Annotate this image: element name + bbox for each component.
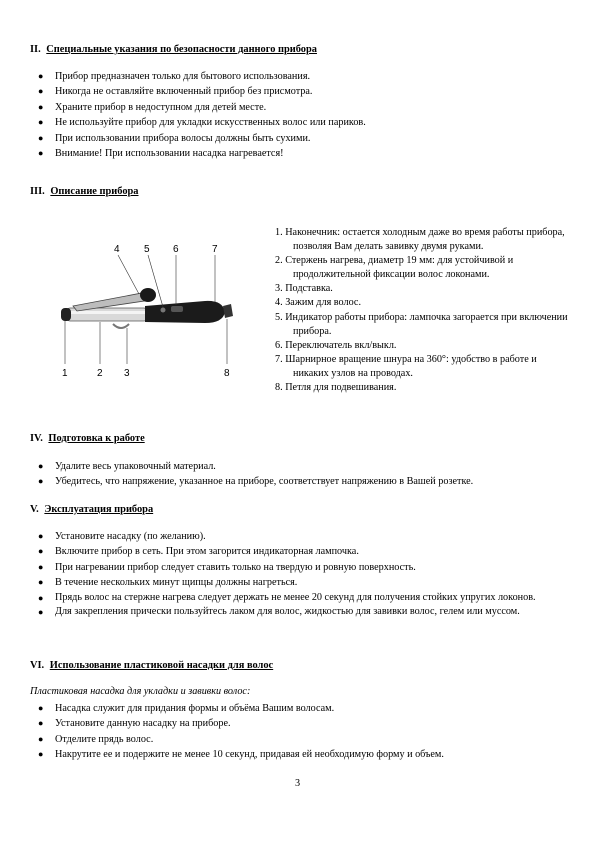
power-switch bbox=[171, 306, 183, 312]
callout-8: 8 bbox=[224, 368, 230, 379]
callout-1: 1 bbox=[62, 368, 68, 379]
operation-list bbox=[38, 529, 568, 619]
list-item: ● Убедитесь, что напряжение, указанное на приборе, соответствует напряжению в Вашей розетке. bbox=[38, 474, 568, 489]
bullet-icon: ● bbox=[38, 606, 44, 617]
callout-6: 6 bbox=[173, 244, 179, 255]
indicator-lamp bbox=[161, 308, 166, 313]
stand bbox=[113, 324, 129, 328]
list-item: 3. Подставка. bbox=[275, 283, 333, 295]
callout-4: 4 bbox=[114, 244, 120, 255]
list-item: 5. Индикатор работы прибора: лампочка загорается при включении прибора. bbox=[275, 311, 568, 337]
callout-7: 7 bbox=[212, 244, 218, 255]
list-item: ● Для закрепления прически пользуйтесь лаком для волос, жидкостью для завивки волос, гелем или муссом. bbox=[38, 605, 568, 619]
attachment-note: Пластиковая насадка для укладки и завивки волос: bbox=[30, 686, 251, 697]
list-item: 6. Переключатель вкл/выкл. bbox=[275, 339, 397, 351]
bullet-icon: ● bbox=[38, 86, 44, 97]
section-heading-safety: II. Специальные указания по безопасности данного прибора bbox=[30, 44, 317, 55]
list-item: 2. Стержень нагрева, диаметр 19 мм: для устойчивой и продолжительной фиксации волос локонами. bbox=[275, 255, 514, 281]
handle bbox=[145, 301, 225, 323]
page-number: 3 bbox=[294, 778, 301, 789]
bullet-icon: ● bbox=[38, 592, 44, 603]
list-item: ● Прибор предназначен только для бытового использования. bbox=[38, 69, 568, 84]
section-heading-operation: V. Эксплуатация прибора bbox=[30, 504, 154, 515]
list-item: ● Удалите весь упаковочный материал. bbox=[38, 459, 568, 474]
heating-rod-highlight bbox=[69, 311, 145, 314]
section-heading-plastic-attachment: VI. Использование пластиковой насадки для волос bbox=[30, 660, 274, 671]
list-item: 1. Наконечник: остается холодным даже во время работы прибора, позволяя Вам делать завивку двумя руками. bbox=[275, 227, 565, 253]
bullet-icon: ● bbox=[38, 718, 44, 729]
swivel-cord bbox=[223, 304, 233, 318]
list-item: ● При нагревании прибор следует ставить только на твердую и ровную поверхность. bbox=[38, 560, 568, 575]
list-item: ● При использовании прибора волосы должны быть сухими. bbox=[38, 131, 568, 146]
list-item: ● Храните прибор в недоступном для детей месте. bbox=[38, 100, 568, 115]
bullet-icon: ● bbox=[38, 531, 44, 541]
bullet-icon: ● bbox=[38, 132, 44, 143]
bullet-icon: ● bbox=[38, 71, 44, 81]
bullet-icon: ● bbox=[38, 733, 44, 744]
list-item: ● Никогда не оставляйте включенный прибор без присмотра. bbox=[38, 84, 568, 99]
bullet-icon: ● bbox=[38, 101, 44, 112]
bullet-icon: ● bbox=[38, 577, 44, 588]
bullet-icon: ● bbox=[38, 546, 44, 557]
preparation-list bbox=[38, 459, 568, 490]
bullet-icon: ● bbox=[38, 117, 44, 128]
bullet-icon: ● bbox=[38, 476, 44, 487]
list-item: ● Включите прибор в сеть. При этом загорится индикаторная лампочка. bbox=[38, 544, 568, 559]
list-item: 8. Петля для подвешивания. bbox=[275, 382, 397, 394]
list-item: ● В течение нескольких минут щипцы должны нагреться. bbox=[38, 575, 568, 590]
clamp-lever bbox=[140, 288, 156, 302]
curling-iron-figure bbox=[55, 240, 250, 380]
section-heading-preparation: IV. Подготовка к работе bbox=[30, 433, 145, 444]
section-heading-description: III. Описание прибора bbox=[30, 186, 139, 197]
parts-list bbox=[275, 226, 570, 395]
bullet-icon: ● bbox=[38, 461, 44, 471]
callout-5: 5 bbox=[144, 244, 150, 255]
bullet-icon: ● bbox=[38, 749, 44, 760]
list-item: ● Прядь волос на стержне нагрева следует держать не менее 20 секунд для получения стойких упругих локонов. bbox=[38, 591, 568, 605]
list-item: 7. Шарнирное вращение шнура на 360°: удобство в работе и никаких узлов на проводах. bbox=[275, 353, 537, 379]
attachment-list bbox=[38, 701, 568, 763]
list-item: ● Накрутите ее и подержите не менее 10 секунд, придавая ей необходимую форму и объем. bbox=[38, 747, 568, 762]
list-item: ● Не используйте прибор для укладки искусственных волос или париков. bbox=[38, 115, 568, 130]
cool-tip bbox=[61, 308, 71, 321]
curling-iron-illustration bbox=[55, 240, 250, 380]
callout-3: 3 bbox=[124, 368, 130, 379]
list-item: ● Установите насадку (по желанию). bbox=[38, 529, 568, 544]
callout-2: 2 bbox=[97, 368, 103, 379]
bullet-icon: ● bbox=[38, 561, 44, 572]
safety-list bbox=[38, 69, 568, 161]
list-item: 4. Зажим для волос. bbox=[275, 297, 361, 309]
list-item: ● Установите данную насадку на приборе. bbox=[38, 716, 568, 731]
list-item: ● Внимание! При использовании насадка нагревается! bbox=[38, 146, 568, 161]
list-item: ● Насадка служит для придания формы и объёма Вашим волосам. bbox=[38, 701, 568, 716]
bullet-icon: ● bbox=[38, 703, 44, 713]
bullet-icon: ● bbox=[38, 148, 44, 159]
list-item: ● Отделите прядь волос. bbox=[38, 732, 568, 747]
